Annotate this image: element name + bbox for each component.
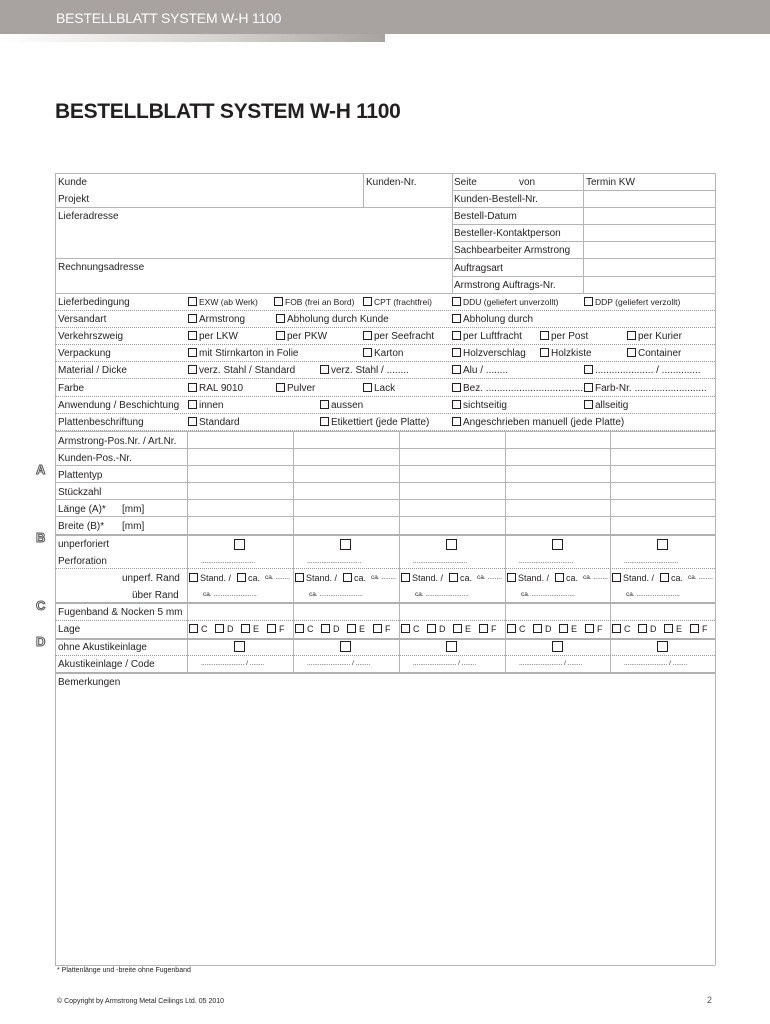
invoice-address-label: Rechnungsadresse	[58, 262, 145, 273]
page-of-label: von	[519, 177, 536, 188]
option-label: Armstrong	[199, 314, 246, 325]
rule-line	[452, 173, 453, 293]
option-label: per Kurier	[638, 331, 682, 342]
unperforated-edge-label: unperf. Rand	[122, 573, 180, 584]
standard-edge-checkbox[interactable]	[295, 573, 304, 582]
no-acoustic-checkbox[interactable]	[446, 641, 457, 652]
position-checkbox[interactable]	[347, 624, 356, 633]
option-label: Angeschrieben manuell (jede Platte)	[463, 417, 625, 428]
section-marker-a: A	[36, 462, 46, 477]
option-checkbox[interactable]	[363, 383, 372, 392]
option-checkbox[interactable]	[276, 314, 285, 323]
row-label-2: Verkehrszweig	[58, 331, 124, 342]
option-label: Etikettiert (jede Platte)	[331, 417, 430, 428]
section-marker-c: C	[36, 598, 46, 613]
option-label: ..................... / ..............	[595, 365, 701, 376]
position-checkbox[interactable]	[401, 624, 410, 633]
position-checkbox[interactable]	[267, 624, 276, 633]
acoustic-code-line: ........................ / ........	[307, 660, 371, 667]
ca-dots: ca. ........	[371, 574, 396, 581]
option-checkbox[interactable]	[627, 348, 636, 357]
option-checkbox[interactable]	[452, 331, 461, 340]
option-label: Standard	[199, 417, 240, 428]
perforation-line: ..............................	[307, 558, 362, 565]
no-acoustic-insert-label: ohne Akustikeinlage	[58, 642, 147, 653]
position-checkbox[interactable]	[479, 624, 488, 633]
position-checkbox[interactable]	[427, 624, 436, 633]
option-label: innen	[199, 400, 224, 411]
position-checkbox[interactable]	[533, 624, 542, 633]
no-acoustic-checkbox[interactable]	[340, 641, 351, 652]
row-label-1: Versandart	[58, 314, 107, 325]
length-unit: [mm]	[122, 504, 145, 515]
customer-number-label: Kunden-Nr.	[366, 177, 417, 188]
option-label: Container	[638, 348, 682, 359]
no-acoustic-checkbox[interactable]	[552, 641, 563, 652]
contact-person-label: Besteller-Kontaktperson	[454, 228, 561, 239]
acoustic-code-line: ........................ / ........	[201, 660, 265, 667]
ca-dots: ca. ........	[688, 574, 713, 581]
over-edge-value: ca. ........................	[521, 591, 575, 598]
deadline-week-label: Termin KW	[586, 177, 635, 188]
option-label: sichtseitig	[463, 400, 507, 411]
customer-order-number-label: Kunden-Bestell-Nr.	[454, 194, 538, 205]
option-label: per LKW	[199, 331, 238, 342]
copyright: © Copyright by Armstrong Metal Ceilings Ltd. 05 2010	[57, 998, 225, 1005]
rule-line	[55, 516, 715, 517]
position-checkbox[interactable]	[690, 624, 699, 633]
perforation-line: ..............................	[413, 558, 468, 565]
top-bar-title: BESTELLBLATT SYSTEM W-H 1100	[56, 10, 282, 26]
option-checkbox[interactable]	[188, 348, 197, 357]
position-checkbox[interactable]	[321, 624, 330, 633]
over-edge-value: ca. ........................	[415, 591, 469, 598]
row-label-5: Farbe	[58, 383, 85, 394]
page-label: Seite	[454, 177, 477, 188]
position-option: C	[307, 624, 314, 634]
ca-label: ca.	[354, 573, 367, 583]
option-label: aussen	[331, 400, 364, 411]
acoustic-code-line: ........................ / ........	[624, 660, 688, 667]
rule-line	[55, 361, 715, 362]
position-option: D	[650, 624, 657, 634]
position-option: E	[359, 624, 366, 634]
panel-type-label: Plattentyp	[58, 470, 103, 481]
option-checkbox[interactable]	[276, 383, 285, 392]
row-label-3: Verpackung	[58, 348, 111, 359]
position-checkbox[interactable]	[507, 624, 516, 633]
rule-line	[55, 672, 715, 674]
ca-label: ca.	[248, 573, 261, 583]
option-label: per Seefracht	[374, 331, 435, 342]
rule-line	[55, 568, 715, 569]
position-option: D	[439, 624, 446, 634]
rule-line	[55, 534, 715, 536]
row-label-0: Lieferbedingung	[58, 297, 130, 308]
position-checkbox[interactable]	[241, 624, 250, 633]
rule-line	[583, 173, 584, 293]
joint-tape-label: Fugenband & Nocken 5 mm	[58, 607, 183, 618]
project-label: Projekt	[58, 194, 90, 205]
ca-label: ca.	[671, 573, 684, 583]
rule-line	[55, 173, 56, 965]
order-type-label: Auftragsart	[454, 263, 503, 274]
ca-label: ca.	[566, 573, 579, 583]
position-checkbox[interactable]	[373, 624, 382, 633]
ca-dots: ca. ........	[265, 574, 290, 581]
position-option: F	[702, 624, 708, 634]
option-checkbox[interactable]	[452, 348, 461, 357]
option-checkbox[interactable]	[540, 331, 549, 340]
ca-edge-checkbox[interactable]	[449, 573, 458, 582]
perforation-line: ..............................	[519, 558, 574, 565]
option-label: Abholung durch Kunde	[287, 314, 389, 325]
option-checkbox[interactable]	[363, 297, 372, 306]
standard-edge-checkbox[interactable]	[507, 573, 516, 582]
rule-line	[55, 465, 715, 466]
position-option: E	[465, 624, 472, 634]
rule-line	[55, 327, 715, 328]
position-option: C	[519, 624, 526, 634]
option-label: Abholung durch	[463, 314, 534, 325]
position-checkbox[interactable]	[453, 624, 462, 633]
ca-dots: ca. ........	[583, 574, 608, 581]
standard-edge-checkbox[interactable]	[189, 573, 198, 582]
option-checkbox[interactable]	[320, 400, 329, 409]
rule-line	[187, 431, 188, 672]
option-checkbox[interactable]	[188, 297, 197, 306]
customer-label: Kunde	[58, 177, 87, 188]
position-label: Lage	[58, 624, 81, 635]
standard-edge-label: Stand. /	[623, 573, 655, 583]
option-label: verz. Stahl / Standard	[199, 365, 296, 376]
ca-edge-checkbox[interactable]	[343, 573, 352, 582]
ca-edge-checkbox[interactable]	[660, 573, 669, 582]
option-checkbox[interactable]	[188, 417, 197, 426]
option-label: verz. Stahl / ........	[331, 365, 409, 376]
customer-position-label: Kunden-Pos.-Nr.	[58, 453, 132, 464]
ca-dots: ca. ........	[477, 574, 502, 581]
armstrong-position-label: Armstrong-Pos.Nr. / Art.Nr.	[58, 436, 177, 447]
section-marker-d: D	[36, 634, 46, 649]
option-checkbox[interactable]	[274, 297, 283, 306]
clerk-label: Sachbearbeiter Armstrong	[454, 245, 571, 256]
rule-line	[363, 173, 364, 207]
option-checkbox[interactable]	[188, 400, 197, 409]
position-checkbox[interactable]	[189, 624, 198, 633]
position-option: D	[333, 624, 340, 634]
rule-line	[399, 431, 400, 672]
option-checkbox[interactable]	[584, 400, 593, 409]
perforation-label: Perforation	[58, 556, 107, 567]
position-checkbox[interactable]	[638, 624, 647, 633]
standard-edge-label: Stand. /	[518, 573, 550, 583]
row-label-7: Plattenbeschriftung	[58, 417, 144, 428]
rule-line	[610, 431, 611, 672]
rule-line	[55, 482, 715, 483]
option-label: Alu / ........	[463, 365, 509, 376]
option-checkbox[interactable]	[452, 365, 461, 374]
option-checkbox[interactable]	[320, 417, 329, 426]
acoustic-code-line: ........................ / ........	[413, 660, 477, 667]
over-edge-value: ca. ........................	[626, 591, 680, 598]
acoustic-insert-code-label: Akustikeinlage / Code	[58, 659, 155, 670]
rule-line	[55, 602, 715, 604]
rule-line	[55, 431, 715, 432]
position-option: E	[571, 624, 578, 634]
position-checkbox[interactable]	[585, 624, 594, 633]
ca-edge-checkbox[interactable]	[555, 573, 564, 582]
option-label: Lack	[374, 383, 396, 394]
ca-label: ca.	[460, 573, 473, 583]
standard-edge-checkbox[interactable]	[612, 573, 621, 582]
rule-line	[55, 448, 715, 449]
width-unit: [mm]	[122, 521, 145, 532]
over-edge-value: ca. ........................	[203, 591, 257, 598]
rule-line	[55, 344, 715, 345]
rule-line	[55, 499, 715, 500]
over-edge-label: über Rand	[132, 590, 179, 601]
option-checkbox[interactable]	[363, 331, 372, 340]
position-option: F	[491, 624, 497, 634]
rule-line	[55, 207, 715, 208]
position-checkbox[interactable]	[215, 624, 224, 633]
page-number: 2	[707, 995, 713, 1005]
option-checkbox[interactable]	[188, 383, 197, 392]
option-label: DDU (geliefert unverzollt)	[463, 297, 559, 307]
option-checkbox[interactable]	[452, 383, 461, 392]
footnote: * Plattenlänge und -breite ohne Fugenband	[57, 967, 191, 974]
position-checkbox[interactable]	[612, 624, 621, 633]
option-checkbox[interactable]	[452, 314, 461, 323]
option-label: per Post	[551, 331, 589, 342]
option-checkbox[interactable]	[452, 297, 461, 306]
row-label-4: Material / Dicke	[58, 365, 127, 376]
standard-edge-checkbox[interactable]	[401, 573, 410, 582]
perforation-line: ..............................	[624, 558, 679, 565]
position-checkbox[interactable]	[295, 624, 304, 633]
option-label: Bez. ...................................	[463, 383, 584, 394]
armstrong-order-number-label: Armstrong Auftrags-Nr.	[454, 280, 556, 291]
option-checkbox[interactable]	[452, 400, 461, 409]
unperforated-checkbox[interactable]	[446, 539, 457, 550]
position-option: F	[597, 624, 603, 634]
option-label: Holzkiste	[551, 348, 592, 359]
length-label: Länge (A)*	[58, 504, 106, 515]
position-option: F	[385, 624, 391, 634]
delivery-address-label: Lieferadresse	[58, 211, 119, 222]
option-checkbox[interactable]	[363, 348, 372, 357]
option-label: DDP (geliefert verzollt)	[595, 297, 681, 307]
unperforated-checkbox[interactable]	[340, 539, 351, 550]
width-label: Breite (B)*	[58, 521, 105, 532]
option-label: per Luftfracht	[463, 331, 522, 342]
ca-edge-checkbox[interactable]	[237, 573, 246, 582]
rule-line	[55, 638, 715, 640]
position-option: E	[676, 624, 683, 634]
position-option: D	[227, 624, 234, 634]
section-marker-b: B	[36, 530, 46, 545]
row-label-6: Anwendung / Beschichtung	[58, 400, 180, 411]
remarks-label: Bemerkungen	[58, 677, 121, 688]
option-label: Karton	[374, 348, 404, 359]
unperforated-checkbox[interactable]	[657, 539, 668, 550]
option-label: EXW (ab Werk)	[199, 297, 258, 307]
option-label: RAL 9010	[199, 383, 244, 394]
option-checkbox[interactable]	[276, 331, 285, 340]
option-label: mit Stirnkarton in Folie	[199, 348, 299, 359]
standard-edge-label: Stand. /	[200, 573, 232, 583]
no-acoustic-checkbox[interactable]	[234, 641, 245, 652]
rule-line	[55, 396, 715, 397]
position-option: F	[279, 624, 285, 634]
position-option: C	[624, 624, 631, 634]
option-label: FOB (frei an Bord)	[285, 297, 355, 307]
rule-line	[715, 173, 716, 965]
option-checkbox[interactable]	[452, 417, 461, 426]
position-option: C	[413, 624, 420, 634]
unperforated-label: unperforiert	[58, 539, 110, 550]
acoustic-code-line: ........................ / ........	[519, 660, 583, 667]
position-option: C	[201, 624, 208, 634]
option-label: per PKW	[287, 331, 328, 342]
rule-line	[55, 310, 715, 311]
rule-line	[55, 413, 715, 414]
order-date-label: Bestell-Datum	[454, 211, 517, 222]
rule-line	[55, 620, 715, 621]
rule-line	[55, 258, 715, 259]
option-checkbox[interactable]	[584, 297, 593, 306]
option-checkbox[interactable]	[584, 383, 593, 392]
option-checkbox[interactable]	[188, 331, 197, 340]
rule-line	[293, 431, 294, 672]
option-label: Farb-Nr. ..........................	[595, 383, 707, 394]
perforation-line: ..............................	[201, 558, 256, 565]
rule-line	[55, 173, 715, 174]
option-checkbox[interactable]	[627, 331, 636, 340]
option-label: CPT (frachtfrei)	[374, 297, 432, 307]
rule-line	[55, 293, 715, 294]
rule-line	[505, 431, 506, 672]
unperforated-checkbox[interactable]	[552, 539, 563, 550]
standard-edge-label: Stand. /	[412, 573, 444, 583]
option-label: Holzverschlag	[463, 348, 526, 359]
option-checkbox[interactable]	[540, 348, 549, 357]
rule-line	[55, 655, 715, 656]
standard-edge-label: Stand. /	[306, 573, 338, 583]
option-checkbox[interactable]	[584, 365, 593, 374]
option-checkbox[interactable]	[188, 365, 197, 374]
over-edge-value: ca. ........................	[309, 591, 363, 598]
no-acoustic-checkbox[interactable]	[657, 641, 668, 652]
position-option: E	[253, 624, 260, 634]
rule-line	[55, 378, 715, 379]
position-checkbox[interactable]	[559, 624, 568, 633]
page-title: BESTELLBLATT SYSTEM W-H 1100	[55, 100, 401, 123]
option-label: Pulver	[287, 383, 316, 394]
unperforated-checkbox[interactable]	[234, 539, 245, 550]
option-label: allseitig	[595, 400, 629, 411]
quantity-label: Stückzahl	[58, 487, 102, 498]
option-checkbox[interactable]	[188, 314, 197, 323]
option-checkbox[interactable]	[320, 365, 329, 374]
position-checkbox[interactable]	[664, 624, 673, 633]
position-option: D	[545, 624, 552, 634]
